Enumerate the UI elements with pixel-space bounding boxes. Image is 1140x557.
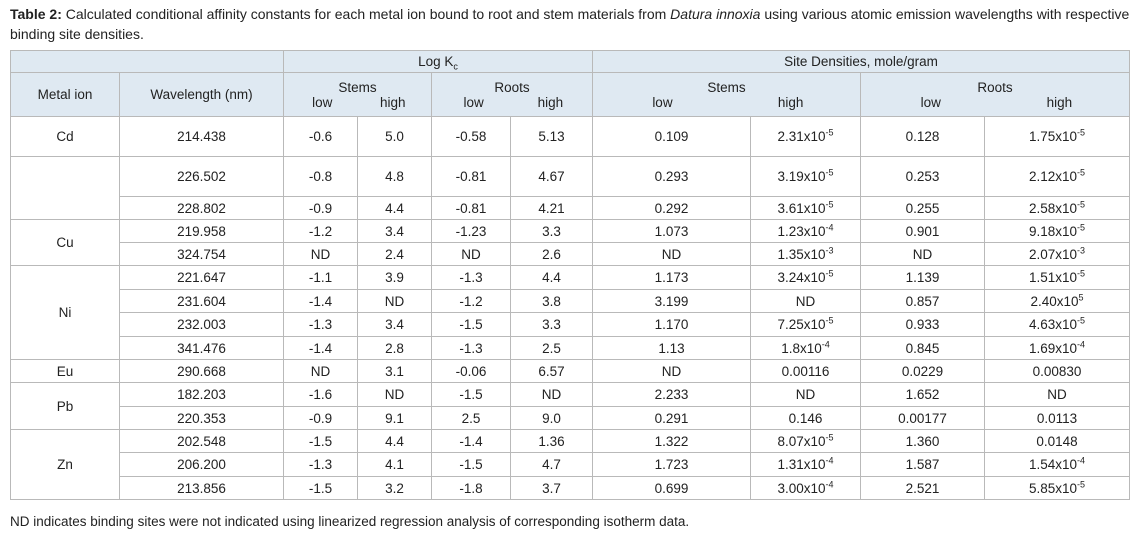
cell-density-roots-low: 2.521 xyxy=(861,477,985,500)
cell-stems-high: 4.8 xyxy=(358,157,432,197)
cell-stems-low: ND xyxy=(284,243,358,266)
cell-density-stems-low: 1.170 xyxy=(593,313,751,337)
cell-roots-high: 3.8 xyxy=(511,290,593,313)
cell-metal: Pb xyxy=(11,383,120,430)
exponent: -3 xyxy=(825,245,834,255)
cell-roots-low: -1.5 xyxy=(432,383,511,407)
cell-stems-high: ND xyxy=(358,290,432,313)
cell-wavelength: 232.003 xyxy=(120,313,284,337)
cell-density-stems-low: 1.723 xyxy=(593,453,751,477)
cell-density-roots-high xyxy=(985,220,1130,243)
header-logk-roots xyxy=(432,73,593,117)
cell-roots-high: 5.13 xyxy=(511,117,593,157)
table-row xyxy=(11,290,1130,313)
mantissa: 3.19x10 xyxy=(777,169,826,184)
cell-roots-low: -1.4 xyxy=(432,430,511,453)
cell-stems-low: -0.9 xyxy=(284,197,358,220)
header-metal-ion: Metal ion xyxy=(11,73,120,117)
cell-density-roots-low: 0.128 xyxy=(861,117,985,157)
cell-density-stems-high xyxy=(751,360,861,383)
cell-wavelength: 214.438 xyxy=(120,117,284,157)
header-high: high xyxy=(1046,94,1073,110)
cell-density-roots-low: 1.652 xyxy=(861,383,985,407)
header-density-stems xyxy=(593,73,861,117)
header-logk-stems xyxy=(284,73,432,117)
exponent: -5 xyxy=(1077,268,1086,279)
cell-stems-high: 3.4 xyxy=(358,313,432,337)
cell-roots-high: 6.57 xyxy=(511,360,593,383)
exponent: -4 xyxy=(825,222,834,232)
cell-roots-low: -1.3 xyxy=(432,266,511,290)
mantissa: 4.63x10 xyxy=(1029,317,1078,332)
mantissa: 2.31x10 xyxy=(777,129,826,144)
cell-density-roots-high xyxy=(985,337,1130,360)
mantissa: 1.75x10 xyxy=(1029,129,1078,144)
cell-wavelength: 221.647 xyxy=(120,266,284,290)
header-high: high xyxy=(777,94,804,110)
table-row xyxy=(11,383,1130,407)
cell-stems-high: 3.1 xyxy=(358,360,432,383)
table-row xyxy=(11,197,1130,220)
cell-density-roots-high xyxy=(985,313,1130,337)
cell-stems-low: -1.2 xyxy=(284,220,358,243)
cell-stems-low: -1.4 xyxy=(284,290,358,313)
cell-roots-low: -1.2 xyxy=(432,290,511,313)
cell-density-stems-low: 0.292 xyxy=(593,197,751,220)
cell-density-stems-high xyxy=(751,477,861,500)
exponent: -4 xyxy=(1077,339,1086,349)
mantissa: 0.146 xyxy=(788,410,823,426)
cell-density-roots-high xyxy=(985,243,1130,266)
header-logk xyxy=(284,51,593,73)
cell-density-stems-high xyxy=(751,383,861,407)
mantissa: 1.69x10 xyxy=(1029,340,1078,356)
cell-stems-high: 5.0 xyxy=(358,117,432,157)
header-density-stems-lowhigh xyxy=(593,95,860,110)
mantissa: 0.0148 xyxy=(1036,433,1078,449)
cell-density-stems-low: 1.13 xyxy=(593,337,751,360)
cell-stems-high: 9.1 xyxy=(358,407,432,430)
cell-density-roots-low: 0.933 xyxy=(861,313,985,337)
table-row xyxy=(11,360,1130,383)
header-logk-sub: c xyxy=(453,61,458,72)
exponent: -5 xyxy=(1077,222,1086,232)
cell-density-roots-high xyxy=(985,453,1130,477)
cell-density-stems-high xyxy=(751,337,861,360)
exponent: -4 xyxy=(825,455,834,466)
mantissa: 1.51x10 xyxy=(1029,270,1078,285)
cell-wavelength: 324.754 xyxy=(120,243,284,266)
header-density-roots-lowhigh xyxy=(861,95,1129,110)
table-row xyxy=(11,117,1130,157)
cell-wavelength: 231.604 xyxy=(120,290,284,313)
cell-density-stems-high xyxy=(751,197,861,220)
caption-label: Table 2: xyxy=(10,6,62,22)
cell-wavelength: 226.502 xyxy=(120,157,284,197)
cell-roots-high: 4.7 xyxy=(511,453,593,477)
cell-density-roots-low: ND xyxy=(861,243,985,266)
mantissa: 0.00116 xyxy=(781,363,830,379)
table-row xyxy=(11,266,1130,290)
cell-density-stems-low: 1.173 xyxy=(593,266,751,290)
cell-density-stems-low: 1.073 xyxy=(593,220,751,243)
cell-density-stems-high xyxy=(751,117,861,157)
cell-density-roots-high xyxy=(985,157,1130,197)
cell-metal: Eu xyxy=(11,360,120,383)
cell-density-stems-low: 0.109 xyxy=(593,117,751,157)
cell-density-stems-low: 3.199 xyxy=(593,290,751,313)
cell-wavelength: 206.200 xyxy=(120,453,284,477)
cell-density-roots-high xyxy=(985,117,1130,157)
cell-metal: Ni xyxy=(11,266,120,360)
header-high: high xyxy=(380,94,406,110)
cell-density-roots-low: 0.845 xyxy=(861,337,985,360)
cell-metal: Zn xyxy=(11,430,120,500)
cell-density-stems-low: 0.291 xyxy=(593,407,751,430)
cell-density-roots-high xyxy=(985,407,1130,430)
cell-stems-high: 4.1 xyxy=(358,453,432,477)
cell-density-stems-high xyxy=(751,313,861,337)
exponent: -5 xyxy=(1077,127,1086,138)
header-density-roots-label: Roots xyxy=(977,79,1013,95)
cell-roots-low: -0.06 xyxy=(432,360,511,383)
mantissa: 1.35x10 xyxy=(777,246,826,262)
cell-roots-high: 2.6 xyxy=(511,243,593,266)
table-body xyxy=(11,117,1130,500)
cell-metal xyxy=(11,157,120,220)
mantissa: ND xyxy=(795,387,816,402)
caption-text-after: using various atomic emission wavelengths with respective binding site densities. xyxy=(10,6,1130,42)
caption-species: Datura innoxia xyxy=(670,6,761,22)
header-density-roots xyxy=(861,73,1130,117)
header-logk-stems-lowhigh xyxy=(284,95,431,110)
exponent: -5 xyxy=(825,199,834,209)
cell-stems-low: -0.8 xyxy=(284,157,358,197)
table-row xyxy=(11,157,1130,197)
cell-stems-high: 3.2 xyxy=(358,477,432,500)
cell-wavelength: 182.203 xyxy=(120,383,284,407)
exponent: -5 xyxy=(1077,167,1086,178)
exponent: -5 xyxy=(825,127,834,138)
cell-stems-high: ND xyxy=(358,383,432,407)
cell-density-stems-high xyxy=(751,407,861,430)
header-logk-stems-label: Stems xyxy=(338,79,377,95)
exponent: 5 xyxy=(1078,292,1084,302)
mantissa: 2.40x10 xyxy=(1030,293,1079,309)
cell-wavelength: 220.353 xyxy=(120,407,284,430)
cell-density-stems-high xyxy=(751,430,861,453)
exponent: -5 xyxy=(825,315,834,326)
cell-density-roots-high xyxy=(985,430,1130,453)
mantissa: 0.0113 xyxy=(1036,410,1078,426)
cell-density-roots-low: 0.253 xyxy=(861,157,985,197)
mantissa: 2.12x10 xyxy=(1029,169,1078,184)
cell-density-stems-low: 2.233 xyxy=(593,383,751,407)
cell-roots-low: -1.23 xyxy=(432,220,511,243)
cell-roots-high: 4.21 xyxy=(511,197,593,220)
cell-roots-low: -1.3 xyxy=(432,337,511,360)
cell-density-stems-high xyxy=(751,266,861,290)
exponent: -3 xyxy=(1077,245,1086,255)
cell-density-roots-high xyxy=(985,360,1130,383)
mantissa: ND xyxy=(795,293,816,309)
cell-roots-low: -0.81 xyxy=(432,197,511,220)
cell-stems-high: 3.4 xyxy=(358,220,432,243)
exponent: -5 xyxy=(825,167,834,178)
cell-roots-high: ND xyxy=(511,383,593,407)
cell-density-roots-low: 0.255 xyxy=(861,197,985,220)
mantissa: 1.8x10 xyxy=(781,340,822,356)
caption-text-before: Calculated conditional affinity constants for each metal ion bound to root and stem materials from xyxy=(61,6,671,22)
cell-density-stems-low: ND xyxy=(593,360,751,383)
data-table xyxy=(10,50,1130,500)
header-low: low xyxy=(312,94,333,110)
table-caption xyxy=(10,4,1130,44)
cell-stems-high: 2.8 xyxy=(358,337,432,360)
cell-stems-low: -1.1 xyxy=(284,266,358,290)
header-logk-roots-lowhigh xyxy=(432,95,592,110)
header-site-densities: Site Densities, mole/gram xyxy=(593,51,1130,73)
cell-stems-low: -1.6 xyxy=(284,383,358,407)
cell-wavelength: 341.476 xyxy=(120,337,284,360)
cell-roots-high: 3.3 xyxy=(511,313,593,337)
mantissa: 2.58x10 xyxy=(1029,200,1078,216)
exponent: -4 xyxy=(1077,455,1086,466)
mantissa: 2.07x10 xyxy=(1029,246,1078,262)
table-row xyxy=(11,220,1130,243)
table-row xyxy=(11,477,1130,500)
cell-density-roots-low: 0.901 xyxy=(861,220,985,243)
cell-roots-high: 4.67 xyxy=(511,157,593,197)
exponent: -5 xyxy=(1077,199,1086,209)
mantissa: 5.85x10 xyxy=(1029,480,1078,496)
table-head xyxy=(11,51,1130,117)
header-logk-roots-label: Roots xyxy=(494,79,530,95)
cell-stems-low: -1.5 xyxy=(284,477,358,500)
cell-density-stems-low: 0.293 xyxy=(593,157,751,197)
cell-density-stems-low: 1.322 xyxy=(593,430,751,453)
cell-stems-low: -0.6 xyxy=(284,117,358,157)
table-row xyxy=(11,313,1130,337)
cell-density-stems-high xyxy=(751,453,861,477)
cell-density-roots-low: 1.587 xyxy=(861,453,985,477)
header-high: high xyxy=(537,94,564,110)
table-row xyxy=(11,243,1130,266)
cell-density-stems-low: 0.699 xyxy=(593,477,751,500)
mantissa: 3.61x10 xyxy=(777,200,826,216)
cell-density-roots-low: 0.00177 xyxy=(861,407,985,430)
cell-density-roots-high xyxy=(985,266,1130,290)
cell-roots-high: 4.4 xyxy=(511,266,593,290)
table-row xyxy=(11,407,1130,430)
cell-stems-high: 4.4 xyxy=(358,197,432,220)
exponent: -5 xyxy=(825,432,834,442)
cell-stems-low: -1.3 xyxy=(284,453,358,477)
header-logk-text: Log K xyxy=(418,54,454,69)
cell-density-roots-low: 0.857 xyxy=(861,290,985,313)
table-row xyxy=(11,337,1130,360)
mantissa: 0.00830 xyxy=(1032,363,1082,379)
cell-wavelength: 290.668 xyxy=(120,360,284,383)
cell-roots-high: 1.36 xyxy=(511,430,593,453)
exponent: -5 xyxy=(825,268,834,279)
cell-stems-low: -0.9 xyxy=(284,407,358,430)
mantissa: 1.23x10 xyxy=(777,223,826,239)
cell-density-roots-high xyxy=(985,477,1130,500)
cell-stems-high: 3.9 xyxy=(358,266,432,290)
cell-density-stems-low: ND xyxy=(593,243,751,266)
cell-metal: Cu xyxy=(11,220,120,266)
cell-density-roots-low: 1.139 xyxy=(861,266,985,290)
exponent: -4 xyxy=(825,479,834,489)
cell-density-stems-high xyxy=(751,243,861,266)
cell-density-roots-low: 1.360 xyxy=(861,430,985,453)
cell-metal: Cd xyxy=(11,117,120,157)
cell-roots-low: 2.5 xyxy=(432,407,511,430)
cell-stems-low: -1.4 xyxy=(284,337,358,360)
cell-roots-high: 9.0 xyxy=(511,407,593,430)
cell-wavelength: 228.802 xyxy=(120,197,284,220)
cell-density-stems-high xyxy=(751,290,861,313)
cell-stems-low: ND xyxy=(284,360,358,383)
cell-density-stems-high xyxy=(751,157,861,197)
header-density-stems-label: Stems xyxy=(707,79,746,95)
mantissa: ND xyxy=(1047,387,1067,402)
mantissa: 3.24x10 xyxy=(777,270,826,285)
cell-density-roots-high xyxy=(985,383,1130,407)
cell-roots-low: -1.5 xyxy=(432,313,511,337)
cell-stems-high: 4.4 xyxy=(358,430,432,453)
cell-density-roots-low: 0.0229 xyxy=(861,360,985,383)
cell-roots-low: -1.8 xyxy=(432,477,511,500)
mantissa: 1.31x10 xyxy=(777,457,826,472)
cell-roots-low: -0.58 xyxy=(432,117,511,157)
cell-wavelength: 202.548 xyxy=(120,430,284,453)
mantissa: 9.18x10 xyxy=(1029,223,1078,239)
header-low: low xyxy=(652,94,673,110)
cell-density-roots-high xyxy=(985,197,1130,220)
exponent: -4 xyxy=(821,339,830,349)
cell-roots-high: 2.5 xyxy=(511,337,593,360)
header-blank xyxy=(11,51,284,73)
mantissa: 1.54x10 xyxy=(1029,457,1078,472)
cell-density-roots-high xyxy=(985,290,1130,313)
cell-stems-low: -1.5 xyxy=(284,430,358,453)
cell-roots-low: -0.81 xyxy=(432,157,511,197)
table-row xyxy=(11,430,1130,453)
table-row xyxy=(11,453,1130,477)
mantissa: 3.00x10 xyxy=(777,480,826,496)
cell-stems-low: -1.3 xyxy=(284,313,358,337)
cell-roots-low: ND xyxy=(432,243,511,266)
exponent: -5 xyxy=(1077,315,1086,326)
header-low: low xyxy=(463,94,484,110)
cell-wavelength: 219.958 xyxy=(120,220,284,243)
mantissa: 8.07x10 xyxy=(777,433,826,449)
cell-roots-low: -1.5 xyxy=(432,453,511,477)
cell-stems-high: 2.4 xyxy=(358,243,432,266)
cell-roots-high: 3.7 xyxy=(511,477,593,500)
header-wavelength: Wavelength (nm) xyxy=(120,73,284,117)
exponent: -5 xyxy=(1077,479,1086,489)
mantissa: 7.25x10 xyxy=(777,317,826,332)
table-footnote: ND indicates binding sites were not indicated using linearized regression analysis of corresponding isotherm data. xyxy=(10,514,690,529)
header-low: low xyxy=(920,94,941,110)
cell-roots-high: 3.3 xyxy=(511,220,593,243)
cell-density-stems-high xyxy=(751,220,861,243)
cell-wavelength: 213.856 xyxy=(120,477,284,500)
